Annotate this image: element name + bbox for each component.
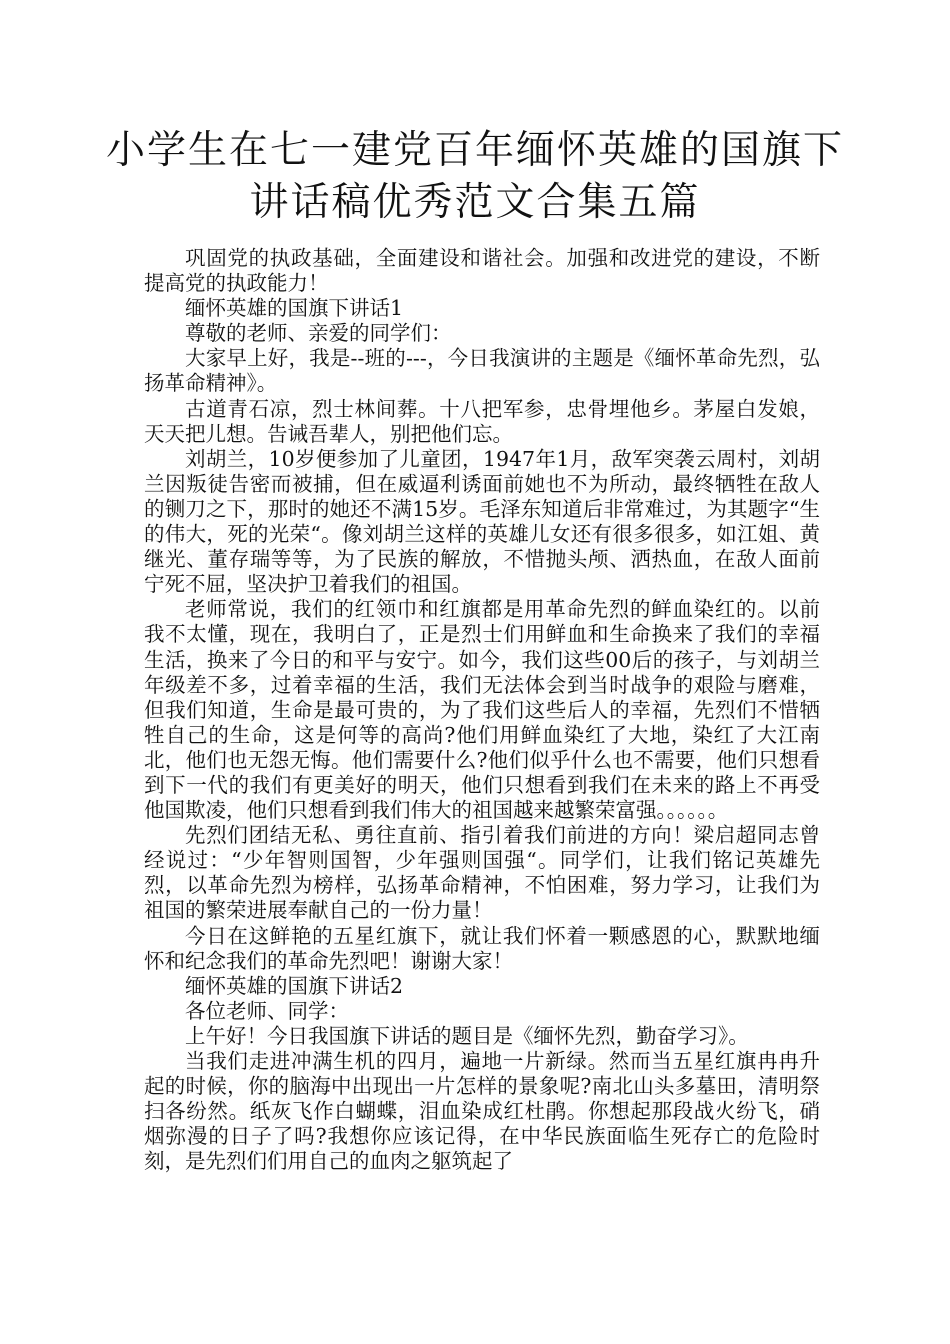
section-heading-speech-1: 缅怀英雄的国旗下讲话1 xyxy=(185,296,404,321)
poem-paragraph: 古道青石凉，烈士林间葬。十八把军参，忠骨埋他乡。茅屋白发娘，天天把儿想。告诫吾辈人，别把他们忘。 xyxy=(144,396,820,446)
document-body xyxy=(144,246,820,1174)
body-paragraph: 当我们走进冲满生机的四月，遍地一片新绿。然而当五星红旗冉冉升起的时候，你的脑海中出现出一片怎样的景象呢?南北山头多墓田，清明祭扫各纷然。纸灰飞作白蝴蝶，泪血染成红杜鹃。你想起那段战火纷飞，硝烟弥漫的日子了吗?我想你应该记得，在中华民族面临生死存亡的危险时刻，是先烈们们用自己的血肉之躯筑起了 xyxy=(144,1049,820,1174)
document-title-line-2: 讲话稿优秀范文合集五篇 xyxy=(249,180,701,225)
body-paragraph: 先烈们团结无私、勇往直前、指引着我们前进的方向！梁启超同志曾经说过：“少年智则国智，少年强则国强“。同学们，让我们铭记英雄先烈，以革命先烈为榜样，弘扬革命精神，不怕困难，努力学习，让我们为祖国的繁荣进展奉献自己的一份力量！ xyxy=(144,823,820,923)
section-heading-speech-2: 缅怀英雄的国旗下讲话2 xyxy=(185,973,404,998)
document-title-line-1: 小学生在七一建党百年缅怀英雄的国旗下 xyxy=(105,128,844,173)
body-paragraph: 老师常说，我们的红领巾和红旗都是用革命先烈的鲜血染红的。以前我不太懂，现在，我明白了，正是烈士们用鲜血和生命换来了我们的幸福生活，换来了今日的和平与安宁。如今，我们这些00后的孩子，与刘胡兰年级差不多，过着幸福的生活，我们无法体会到当时战争的艰险与磨难，但我们知道，生命是最可贵的，为了我们这些后人的幸福，先烈们不惜牺牲自己的生命，这是何等的高尚?他们用鲜血染红了大地，染红了大江南北，他们也无怨无悔。他们需要什么?他们似乎什么也不需要，他们只想看到下一代的我们有更美好的明天，他们只想看到我们在未来的路上不再受他国欺凌，他们只想看到我们伟大的祖国越来越繁荣富强。。。。。。 xyxy=(144,597,820,823)
closing-paragraph: 今日在这鲜艳的五星红旗下，就让我们怀着一颗感恩的心，默默地缅怀和纪念我们的革命先烈吧！谢谢大家！ xyxy=(144,923,820,973)
salutation-paragraph: 各位老师、同学： xyxy=(185,998,349,1023)
intro-paragraph: 巩固党的执政基础，全面建设和谐社会。加强和改进党的建设，不断提高党的执政能力！ xyxy=(144,246,820,296)
body-paragraph: 刘胡兰，10岁便参加了儿童团，1947年1月，敌军突袭云周村，刘胡兰因叛徒告密而被捕，但在威逼利诱面前她也不为所动，最终牺牲在敌人的铡刀之下，那时的她还不满15岁。毛泽东知道后非常难过，为其题字“生的伟大，死的光荣“。像刘胡兰这样的英雄儿女还有很多很多，如江姐、黄继光、董存瑞等等，为了民族的解放，不惜抛头颅、洒热血，在敌人面前宁死不屈，坚决护卫着我们的祖国。 xyxy=(144,446,820,597)
greeting-paragraph: 上午好！今日我国旗下讲话的题目是《缅怀先烈，勤奋学习》。 xyxy=(185,1023,749,1048)
greeting-paragraph: 大家早上好，我是--班的---，今日我演讲的主题是《缅怀革命先烈，弘扬革命精神》。 xyxy=(144,346,820,396)
salutation-paragraph: 尊敬的老师、亲爱的同学们： xyxy=(185,321,452,346)
